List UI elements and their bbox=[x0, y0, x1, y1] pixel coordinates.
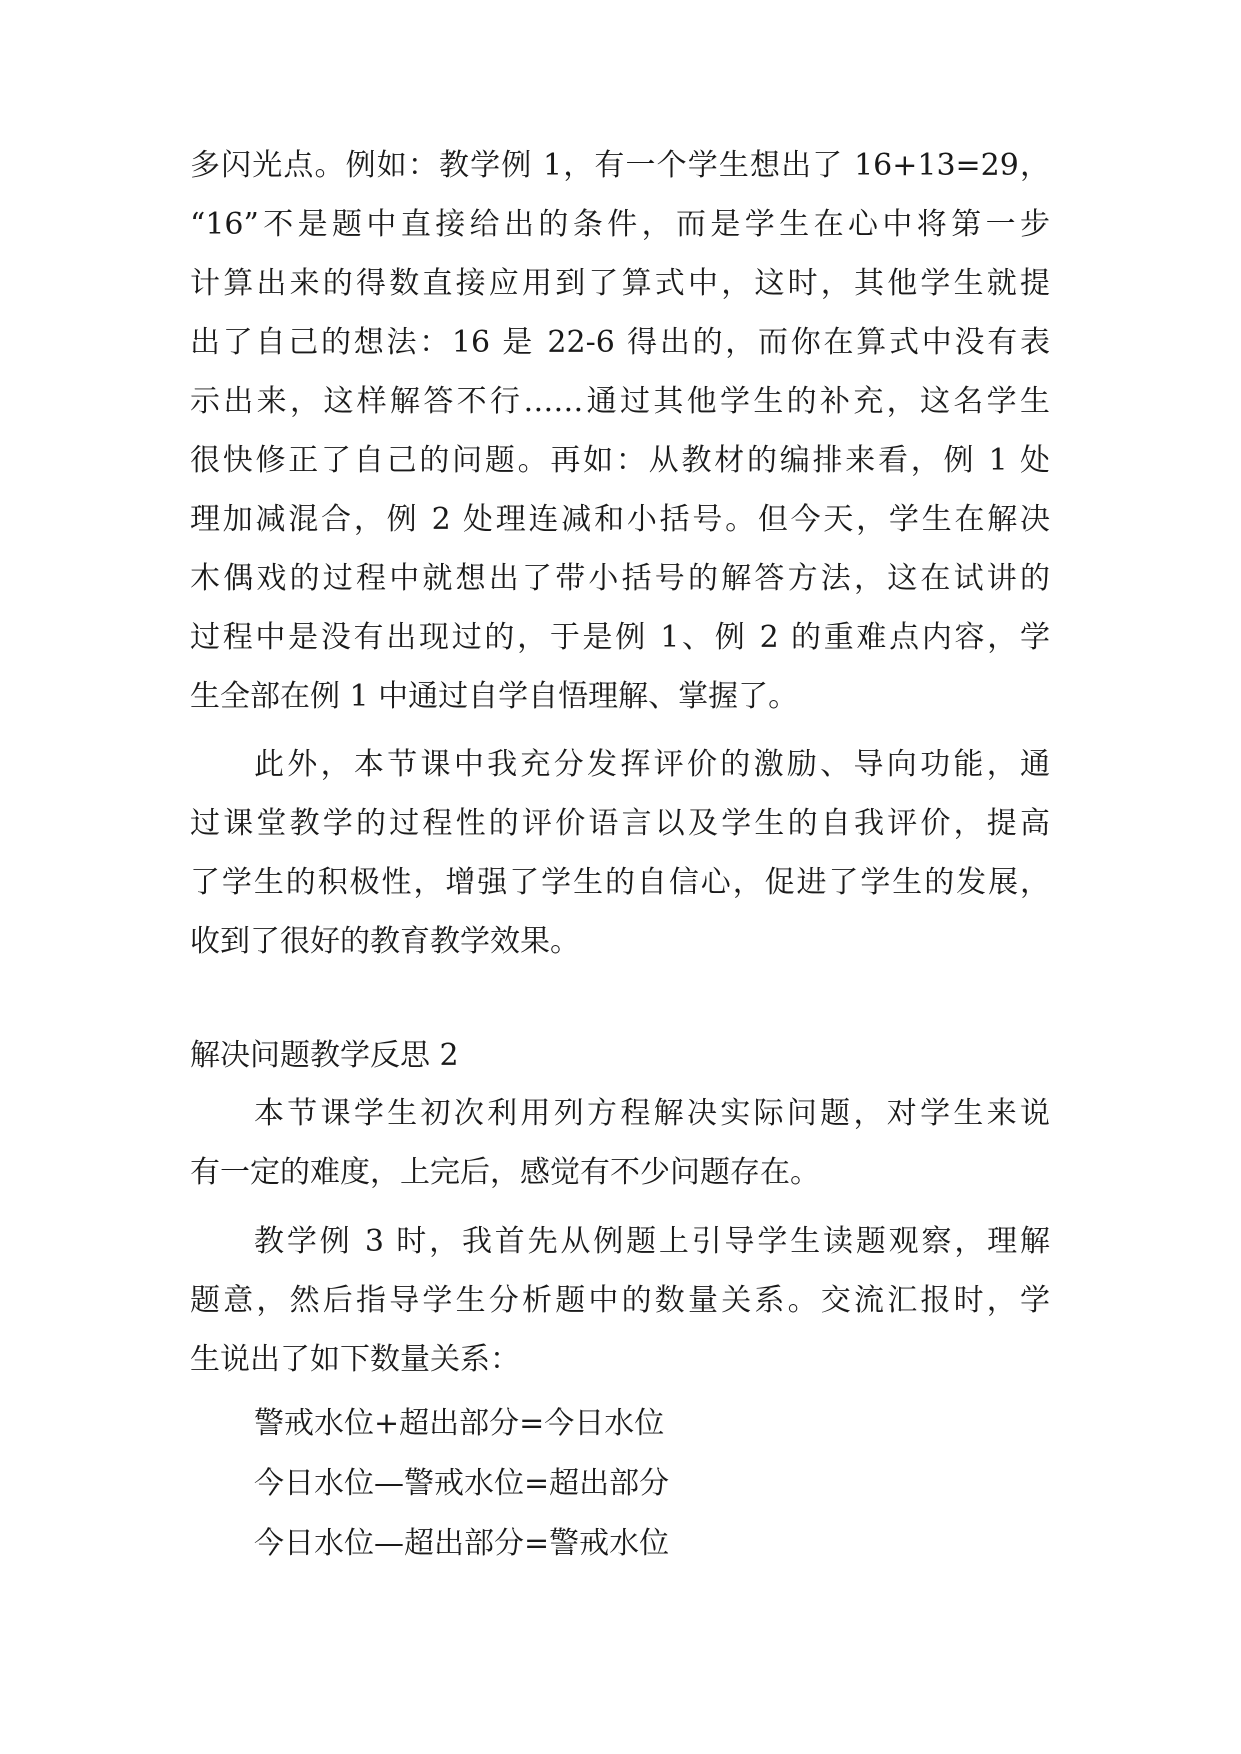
paragraph-line: 生说出了如下数量关系： bbox=[190, 1342, 520, 1377]
paragraph-line: 教学例 3 时，我首先从例题上引导学生读题观察，理解 bbox=[254, 1224, 1050, 1259]
paragraph-line: 多闪光点。例如：教学例 1，有一个学生想出了 16+13=29， bbox=[190, 148, 1050, 183]
paragraph-line: 示出来，这样解答不行……通过其他学生的补充，这名学生 bbox=[190, 384, 1050, 419]
paragraph-line: 生全部在例 1 中通过自学自悟理解、掌握了。 bbox=[190, 679, 799, 714]
paragraph-line: 题意，然后指导学生分析题中的数量关系。交流汇报时，学 bbox=[190, 1283, 1050, 1318]
paragraph-line: 了学生的积极性，增强了学生的自信心，促进了学生的发展， bbox=[190, 865, 1050, 900]
paragraph-line: 此外，本节课中我充分发挥评价的激励、导向功能，通 bbox=[254, 747, 1050, 782]
paragraph-line: 计算出来的得数直接应用到了算式中，这时，其他学生就提 bbox=[190, 266, 1050, 301]
paragraph-line: 理加减混合，例 2 处理连减和小括号。但今天，学生在解决 bbox=[190, 502, 1050, 537]
paragraph-line: 很快修正了自己的问题。再如：从教材的编排来看，例 1 处 bbox=[190, 443, 1050, 478]
section-heading: 解决问题教学反思 2 bbox=[190, 1038, 459, 1073]
paragraph-line: 过程中是没有出现过的，于是例 1、例 2 的重难点内容，学 bbox=[190, 620, 1050, 655]
relation-line: 警戒水位+超出部分=今日水位 bbox=[254, 1406, 665, 1441]
paragraph-line: 出了自己的想法：16 是 22-6 得出的，而你在算式中没有表 bbox=[190, 325, 1050, 360]
paragraph-line: “16”不是题中直接给出的条件，而是学生在心中将第一步 bbox=[190, 207, 1050, 242]
paragraph-line: 木偶戏的过程中就想出了带小括号的解答方法，这在试讲的 bbox=[190, 561, 1050, 596]
paragraph-line: 有一定的难度，上完后，感觉有不少问题存在。 bbox=[190, 1155, 820, 1190]
paragraph-line: 收到了很好的教育教学效果。 bbox=[190, 924, 580, 959]
paragraph-line: 本节课学生初次利用列方程解决实际问题，对学生来说 bbox=[254, 1096, 1050, 1131]
relation-line: 今日水位—警戒水位=超出部分 bbox=[254, 1466, 670, 1501]
relation-line: 今日水位—超出部分=警戒水位 bbox=[254, 1526, 670, 1561]
paragraph-line: 过课堂教学的过程性的评价语言以及学生的自我评价，提高 bbox=[190, 806, 1050, 841]
